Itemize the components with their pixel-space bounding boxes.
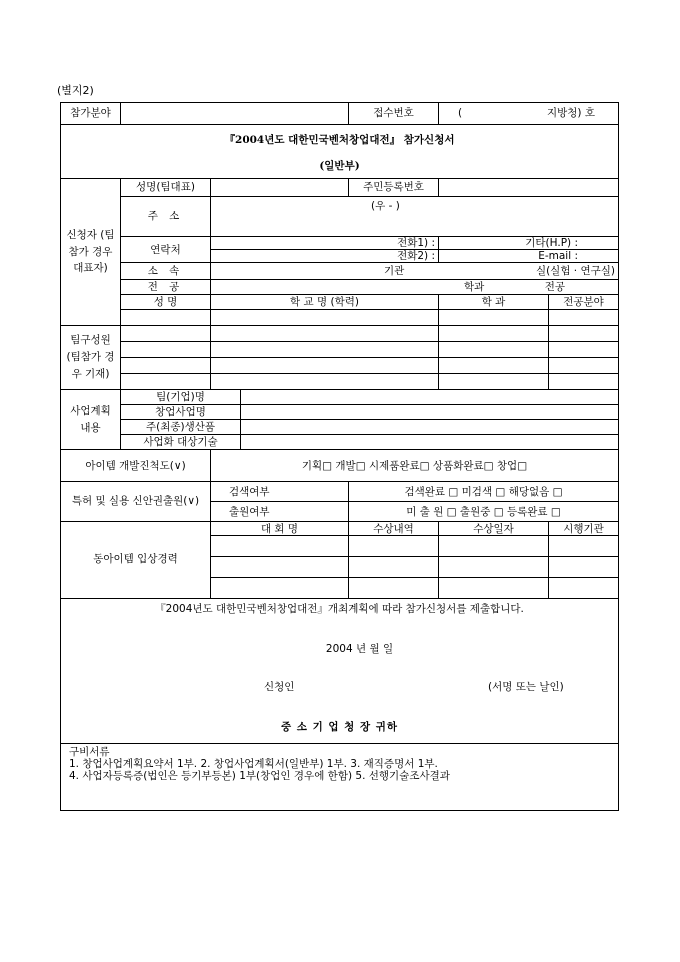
phone2-input[interactable]: 전화2) :	[211, 250, 439, 263]
form-title: 『2004년도 대한민국벤처창업대전』 참가신청서	[61, 125, 619, 155]
team-cell[interactable]	[211, 374, 439, 390]
team-cell[interactable]	[121, 326, 211, 342]
phone1-input[interactable]: 전화1) :	[211, 237, 439, 250]
awards-cell[interactable]	[349, 578, 439, 599]
awards-cell[interactable]	[549, 557, 619, 578]
awards-cell[interactable]	[349, 536, 439, 557]
business-name-label: 창업사업명	[121, 405, 241, 420]
signature-row	[64, 681, 615, 697]
awards-header-date: 수상일자	[439, 522, 549, 536]
team-cell[interactable]	[211, 358, 439, 374]
other-phone-input[interactable]: 기타(H.P) :	[439, 237, 619, 250]
team-header-dept: 학 과	[439, 295, 549, 310]
awards-cell[interactable]	[349, 557, 439, 578]
lab-text: 실(실험 · 연구실)	[535, 265, 616, 278]
team-cell[interactable]	[439, 310, 549, 326]
awards-header-contest: 대 회 명	[211, 522, 349, 536]
awards-label: 동아이템 입상경력	[61, 522, 211, 599]
team-cell[interactable]	[549, 310, 619, 326]
team-header-field: 전공분야	[549, 295, 619, 310]
team-cell[interactable]	[121, 342, 211, 358]
affiliation-label: 소 속	[121, 263, 211, 280]
apply-status-options[interactable]: 미 출 원 □ 출원중 □ 등록완료 □	[349, 502, 619, 522]
reg-number-label: 주민등록번호	[349, 179, 439, 197]
field-label: 참가분야	[61, 103, 121, 125]
team-cell[interactable]	[121, 374, 211, 390]
product-label: 주(최종)생산품	[121, 420, 241, 435]
declaration-date[interactable]: 2004 년 월 일	[325, 643, 394, 656]
team-cell[interactable]	[439, 342, 549, 358]
patent-label: 특허 및 실용 신안권출원(∨)	[61, 482, 211, 522]
awards-cell[interactable]	[549, 536, 619, 557]
awards-cell[interactable]	[211, 536, 349, 557]
team-cell[interactable]	[121, 358, 211, 374]
team-cell[interactable]	[549, 342, 619, 358]
business-name-input[interactable]	[241, 405, 619, 420]
search-status-options[interactable]: 검색완료 □ 미검색 □ 해당없음 □	[349, 482, 619, 502]
docs-title: 구비서류	[69, 746, 110, 759]
product-input[interactable]	[241, 420, 619, 435]
technology-label: 사업화 대상기술	[121, 435, 241, 450]
receipt-open: (	[458, 107, 463, 120]
receipt-suffix: 지방청) 호	[547, 107, 596, 120]
progress-label: 아이템 개발진척도(∨)	[61, 450, 211, 482]
applicant-label: 신청인	[264, 681, 295, 694]
sign-note[interactable]: (서명 또는 날인)	[488, 681, 564, 694]
team-cell[interactable]	[549, 358, 619, 374]
applicant-section: 신청자 (팀참가 경우 대표자)	[61, 179, 121, 326]
awards-header-result: 수상내역	[349, 522, 439, 536]
team-cell[interactable]	[211, 326, 439, 342]
team-cell[interactable]	[211, 310, 439, 326]
awards-header-org: 시행기관	[549, 522, 619, 536]
receipt-label: 접수번호	[349, 103, 439, 125]
email-input[interactable]: E-mail :	[439, 250, 619, 263]
docs-line-1: 1. 창업사업계획요약서 1부. 2. 창업사업계획서(일반부) 1부. 3. 재직증명서 1부.	[69, 758, 438, 771]
receipt-number[interactable]	[439, 103, 619, 125]
affiliation-input[interactable]	[211, 263, 619, 280]
awards-cell[interactable]	[549, 578, 619, 599]
declaration-block	[61, 599, 619, 744]
team-header-name: 성 명	[121, 295, 211, 310]
team-cell[interactable]	[439, 358, 549, 374]
team-cell[interactable]	[549, 374, 619, 390]
awards-cell[interactable]	[439, 536, 549, 557]
major-input[interactable]	[211, 280, 619, 295]
major-text: 전공	[544, 281, 566, 294]
awards-cell[interactable]	[439, 557, 549, 578]
docs-line-2: 4. 사업자등록증(법인은 등기부등본) 1부(창업인 경우에 한함) 5. 선행기술조사결과	[69, 770, 450, 783]
team-name-input[interactable]	[241, 390, 619, 405]
required-documents	[61, 744, 619, 811]
awards-cell[interactable]	[211, 578, 349, 599]
team-cell[interactable]	[121, 310, 211, 326]
technology-input[interactable]	[241, 435, 619, 450]
contact-label: 연락처	[121, 237, 211, 263]
team-cell[interactable]	[211, 342, 439, 358]
addressee: 중 소 기 업 청 장 귀하	[280, 721, 399, 734]
declaration-text: 『2004년도 대한민국벤처창업대전』개최계획에 따라 참가신청서를 제출합니다.	[155, 603, 524, 616]
team-cell[interactable]	[549, 326, 619, 342]
team-cell[interactable]	[439, 374, 549, 390]
reg-number-input[interactable]	[439, 179, 619, 197]
form-subtitle: (일반부)	[61, 155, 619, 179]
address-label: 주 소	[121, 197, 211, 237]
plan-section: 사업계획 내용	[61, 390, 121, 450]
team-name-label: 팀(기업)명	[121, 390, 241, 405]
progress-options[interactable]: 기획□ 개발□ 시제품완료□ 상품화완료□ 창업□	[211, 450, 619, 482]
team-section: 팀구성원 (팀참가 경우 기재)	[61, 326, 121, 390]
application-form	[60, 102, 619, 811]
awards-cell[interactable]	[439, 578, 549, 599]
team-header-school: 학 교 명 (학력)	[211, 295, 439, 310]
team-cell[interactable]	[439, 326, 549, 342]
org-text: 기관	[384, 265, 405, 278]
apply-status-label: 출원여부	[211, 502, 349, 522]
annex-label: (별지2)	[57, 84, 94, 97]
major-label: 전 공	[121, 280, 211, 295]
field-input[interactable]	[121, 103, 349, 125]
dept-text: 학과	[464, 281, 485, 294]
name-input[interactable]	[211, 179, 349, 197]
awards-cell[interactable]	[211, 557, 349, 578]
name-label: 성명(팀대표)	[121, 179, 211, 197]
address-input[interactable]: (우 - )	[211, 197, 619, 237]
search-status-label: 검색여부	[211, 482, 349, 502]
